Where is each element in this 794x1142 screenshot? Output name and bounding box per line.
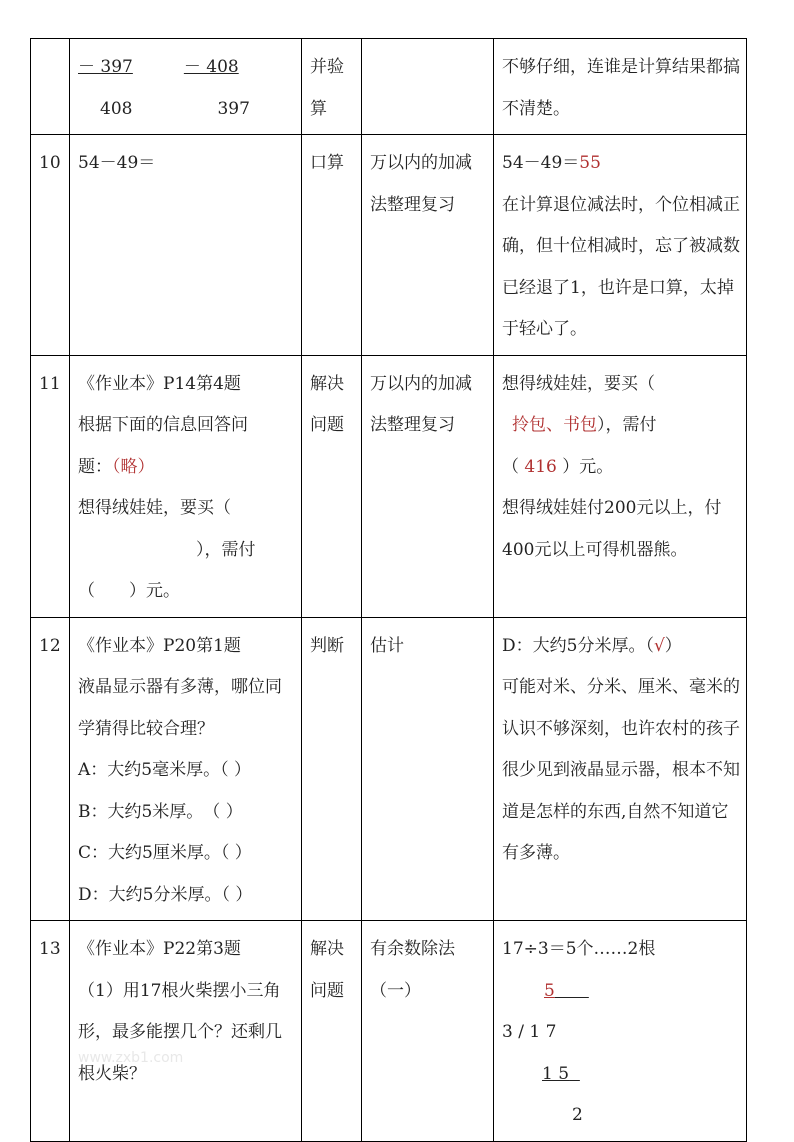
topic-cell: 估计 xyxy=(362,617,494,921)
topic-cell xyxy=(362,39,494,135)
table-row xyxy=(31,617,747,921)
vertical-a-bottom: 408 xyxy=(100,98,133,119)
type-cell: 口算 xyxy=(302,135,362,356)
vertical-calc-top xyxy=(78,47,295,89)
type-cell: 解决问题 xyxy=(302,355,362,617)
problem-note: （略） xyxy=(112,456,155,477)
watermark: www.zxb1.com xyxy=(78,1050,184,1066)
row-number: 10 xyxy=(31,135,70,356)
analysis-text: 可能对米、分米、厘米、毫米的认识不够深刻，也许农村的孩子很少见到液晶显示器，根本不知道是怎样的东西,自然不知道它有多薄。 xyxy=(502,677,740,863)
option-b: B：大约5米厚。 （ ） xyxy=(78,801,243,822)
analysis-cell xyxy=(494,135,747,356)
analysis-cell: D：大约5分米厚。（√） 可能对米、分米、厘米、毫米的认识不够深刻，也许农村的孩子很少见到液晶显示器，根本不知道是怎样的东西,自然不知道它有多薄。 xyxy=(494,617,747,921)
problem-line: 根据下面的信息回答问 xyxy=(78,415,248,435)
option-c: C：大约5厘米厚。（ ） xyxy=(78,843,252,863)
division-line: 3 / 1 7 xyxy=(502,1022,557,1042)
problem-cell xyxy=(70,617,302,921)
problem-line: 想得绒娃娃，要买（ xyxy=(78,498,231,518)
type-cell: 并验算 xyxy=(302,39,362,135)
table-row xyxy=(31,135,747,356)
problem-line: 题： xyxy=(78,456,112,477)
topic-cell: 有余数除法（一） xyxy=(362,921,494,1142)
analysis-line: ），需付 xyxy=(597,415,657,435)
table-row xyxy=(31,39,747,135)
problem-line: 《作业本》P20第1题 xyxy=(78,635,241,656)
analysis-items: 拎包、书包 xyxy=(512,415,597,435)
vertical-b-top: － 408 xyxy=(183,57,239,77)
problem-line: 《作业本》P14第4题 xyxy=(78,373,241,394)
division-equation: 17÷3＝5个……2根 xyxy=(502,939,656,959)
analysis-cell: 想得绒娃娃，要买（ 拎包、书包），需付 （ 416 ）元。 想得绒娃娃付200元以上，付400元以上可得机器熊。 xyxy=(494,355,747,617)
row-number xyxy=(31,39,70,135)
problem-line: （1）用17根火柴摆小三角形，最多能摆几个？还剩几根火柴？ xyxy=(78,980,282,1084)
division-remainder: 2 xyxy=(572,1105,583,1125)
answer-value: 55 xyxy=(579,153,601,173)
division-product: 1 5 xyxy=(542,1063,570,1084)
problem-cell xyxy=(70,355,302,617)
table-row xyxy=(31,355,747,617)
option-d: D：大约5分米厚。（ ） xyxy=(78,884,253,905)
topic-cell: 万以内的加减法整理复习 xyxy=(362,135,494,356)
row-number: 11 xyxy=(31,355,70,617)
answer-prefix: 54－49＝ xyxy=(502,153,580,173)
division-quotient: 5 xyxy=(544,980,555,1001)
problem-line: 液晶显示器有多薄，哪位同学猜得比较合理？ xyxy=(78,677,282,739)
problem-cell: 54－49＝ xyxy=(70,135,302,356)
check-mark: √ xyxy=(653,635,665,656)
analysis-line: 想得绒娃娃，要买（ xyxy=(502,373,655,394)
analysis-cell: 不够仔细，连谁是计算结果都搞不清楚。 xyxy=(494,39,747,135)
row-number: 13 xyxy=(31,921,70,1142)
analysis-text: 想得绒娃娃付200元以上，付400元以上可得机器熊。 xyxy=(502,498,722,560)
table-row xyxy=(31,921,747,1142)
vertical-calc-bottom xyxy=(78,89,295,131)
vertical-b-bottom: 397 xyxy=(217,98,250,119)
error-analysis-table xyxy=(30,38,747,1142)
problem-cell xyxy=(70,39,302,135)
problem-line: ），需付 xyxy=(196,539,256,560)
problem-line: （ ）元。 xyxy=(78,581,180,601)
problem-line: 《作业本》P22第3题 xyxy=(78,939,241,959)
option-a: A：大约5毫米厚。（ ） xyxy=(78,760,251,780)
analysis-text: 在计算退位减法时，个位相减正确，但十位相减时，忘了被减数已经退了1，也许是口算，太掉于轻心了。 xyxy=(502,194,740,339)
type-cell: 判断 xyxy=(302,617,362,921)
analysis-amount: 416 xyxy=(524,456,557,477)
type-cell: 解决问题 xyxy=(302,921,362,1142)
problem-cell xyxy=(70,921,302,1142)
topic-cell: 万以内的加减法整理复习 xyxy=(362,355,494,617)
row-number: 12 xyxy=(31,617,70,921)
vertical-a-top: － 397 xyxy=(78,57,133,77)
analysis-cell xyxy=(494,921,747,1142)
